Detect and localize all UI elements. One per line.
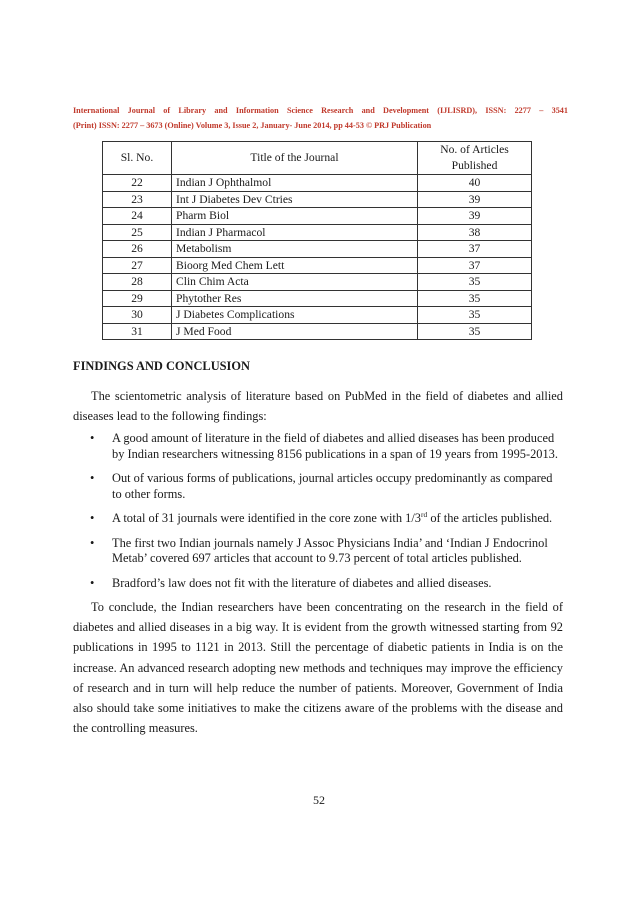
cell-sl-no: 30 [103,307,172,324]
cell-article-count: 39 [418,208,532,225]
cell-sl-no: 29 [103,290,172,307]
cell-sl-no: 22 [103,175,172,192]
cell-sl-no: 26 [103,241,172,258]
column-header-title: Title of the Journal [172,142,418,175]
list-item: • The first two Indian journals namely J Assoc Physicians India’ and ‘Indian J Endocrinol Metab’ covered 697 articles that account to 9.73 percent of total articles published. [90,535,548,565]
cell-journal-title: J Diabetes Complications [172,307,418,324]
list-item: • A good amount of literature in the field of diabetes and allied diseases has been produced by Indian researchers witnessing 8156 publications in a span of 19 years from 1995-2013. [90,431,558,461]
cell-article-count: 35 [418,307,532,324]
cell-journal-title: J Med Food [172,323,418,340]
intro-paragraph: The scientometric analysis of literature based on PubMed in the field of diabetes and allied diseases lead to the following findings: [73,389,563,423]
table-row [103,290,532,307]
table-header-row [103,142,532,175]
list-item: • A total of 31 journals were identified in the core zone with 1/3rd of the articles published. [90,509,553,525]
cell-sl-no: 25 [103,224,172,241]
cell-sl-no: 23 [103,191,172,208]
bullet-icon: • [90,535,95,550]
cell-article-count: 38 [418,224,532,241]
bullet-icon: • [90,575,95,590]
findings-list [90,431,565,600]
cell-journal-title: Phytother Res [172,290,418,307]
cell-sl-no: 27 [103,257,172,274]
table-row [103,274,532,291]
journal-header-line-2: (Print) ISSN: 2277 – 3673 (Online) Volume 3, Issue 2, January- June 2014, pp 44-53 © PRJ Publication [73,121,432,130]
journal-table [102,141,532,340]
table-row [103,175,532,192]
conclusion-paragraph: To conclude, the Indian researchers have been concentrating on the research in the field of diabetes and allied diseases in a big way. It is evident from the growth witnessed starting from 92 publications in 1995 to 1121 in 2013. Still the percentage of diabetic patients in India is on the increase. An advanced research adopting new methods and techniques may improve the efficiency of research and in turn will help reduce the number of patients. Moreover, Government of India also should take some initiatives to make the citizens aware of the problems with the disease and the controlling measures. [73,600,563,736]
journal-header [73,103,568,133]
cell-journal-title: Metabolism [172,241,418,258]
table-row [103,224,532,241]
cell-journal-title: Indian J Ophthalmol [172,175,418,192]
cell-article-count: 40 [418,175,532,192]
cell-journal-title: Bioorg Med Chem Lett [172,257,418,274]
superscript: rd [421,509,428,519]
cell-journal-title: Pharm Biol [172,208,418,225]
page-number: 52 [313,793,325,807]
table-row [103,257,532,274]
cell-sl-no: 24 [103,208,172,225]
journal-header-line-1: International Journal of Library and Information Science Research and Development (IJLISRD), ISSN: 2277 – 3541 [73,106,568,115]
list-item: • Out of various forms of publications, journal articles occupy predominantly as compared to other forms. [90,471,553,501]
cell-article-count: 37 [418,241,532,258]
cell-article-count: 35 [418,290,532,307]
bullet-icon: • [90,431,95,445]
cell-sl-no: 28 [103,274,172,291]
section-title: FINDINGS AND CONCLUSION [73,359,250,373]
list-item: • Bradford’s law does not fit with the literature of diabetes and allied diseases. [90,575,492,590]
table-row [103,307,532,324]
cell-sl-no: 31 [103,323,172,340]
cell-article-count: 39 [418,191,532,208]
table-row [103,241,532,258]
table-row [103,323,532,340]
cell-journal-title: Indian J Pharmacol [172,224,418,241]
column-header-sl-no: Sl. No. [103,142,172,175]
bullet-icon: • [90,511,95,525]
cell-article-count: 35 [418,274,532,291]
bullet-icon: • [90,471,95,485]
cell-article-count: 37 [418,257,532,274]
table-row [103,208,532,225]
cell-journal-title: Clin Chim Acta [172,274,418,291]
cell-journal-title: Int J Diabetes Dev Ctries [172,191,418,208]
table-row [103,191,532,208]
cell-article-count: 35 [418,323,532,340]
column-header-articles: No. of Articles Published [418,142,532,175]
